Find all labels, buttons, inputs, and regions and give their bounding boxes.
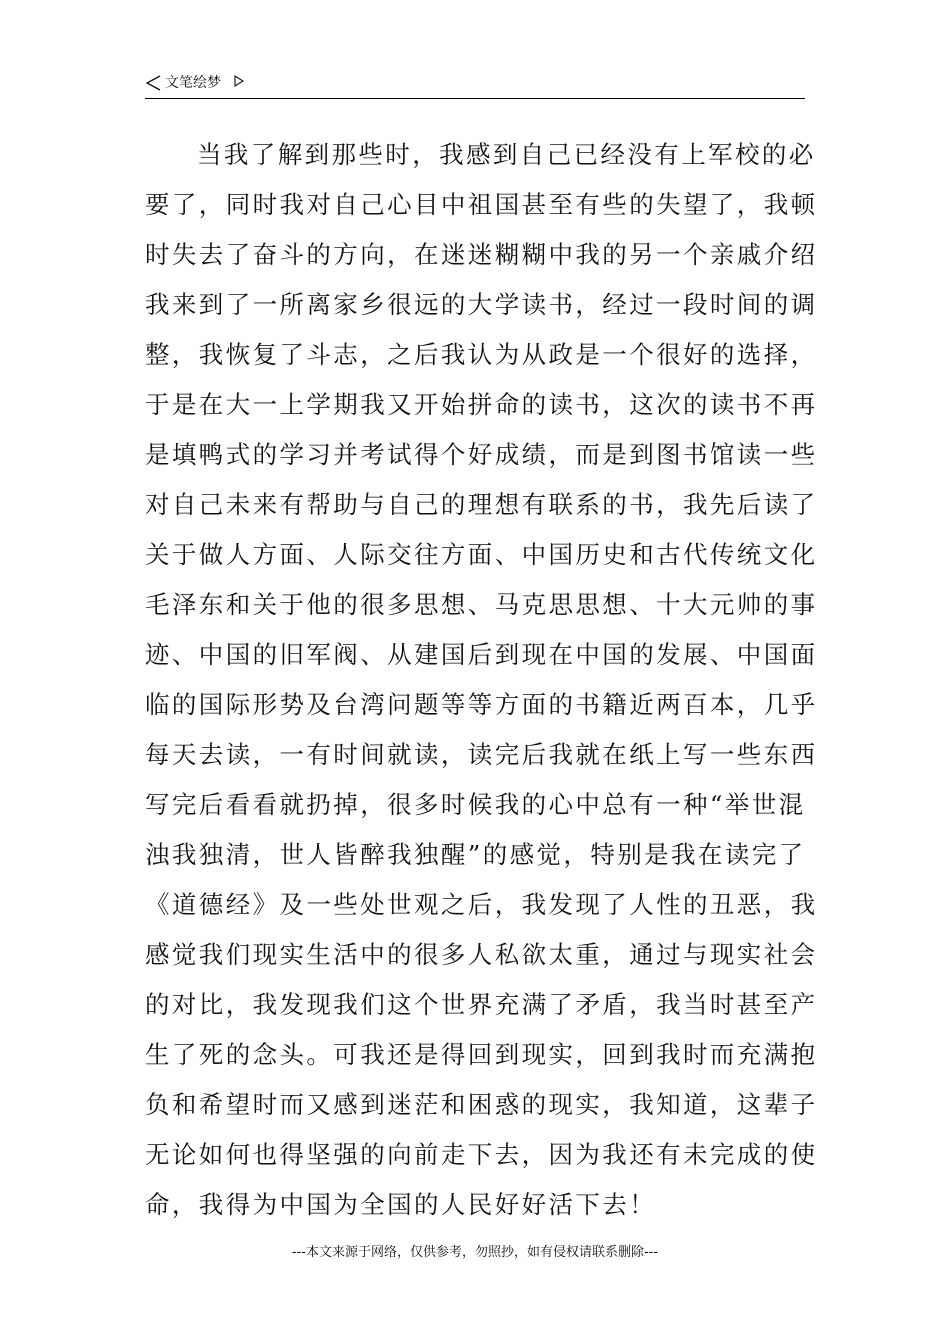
triangle-right-icon: [233, 74, 245, 88]
text-line: 要了，同时我对自己心目中祖国甚至有些的失望了，我顿: [145, 190, 818, 219]
text-line: 无论如何也得坚强的向前走下去，因为我还有未完成的使: [145, 1140, 818, 1169]
text-line: 关于做人方面、人际交往方面、中国历史和古代传统文化: [145, 540, 818, 569]
text-line: 每天去读，一有时间就读，读完后我就在纸上写一些东西: [145, 740, 818, 769]
text-line: 是填鸭式的学习并考试得个好成绩，而是到图书馆读一些: [145, 440, 818, 469]
text-line: 当我了解到那些时，我感到自己已经没有上军校的必: [197, 140, 816, 169]
text-line: 迹、中国的旧军阀、从建国后到现在中国的发展、中国面: [145, 640, 818, 669]
text-line: 《道德经》及一些处世观之后，我发现了人性的丑恶，我: [145, 890, 818, 919]
text-line: 我来到了一所离家乡很远的大学读书，经过一段时间的调: [145, 290, 818, 319]
text-line: 的对比，我发现我们这个世界充满了矛盾，我当时甚至产: [145, 990, 818, 1019]
header-title: 文笔绘梦: [165, 75, 221, 91]
text-line: 生了死的念头。可我还是得回到现实，回到我时而充满抱: [145, 1040, 818, 1069]
text-line: 整，我恢复了斗志，之后我认为从政是一个很好的选择，: [145, 340, 818, 369]
text-line: 对自己未来有帮助与自己的理想有联系的书，我先后读了: [145, 490, 818, 519]
page-footer: ---本文来源于网络，仅供参考，勿照抄，如有侵权请联系删除---: [291, 1245, 659, 1260]
text-line: 时失去了奋斗的方向，在迷迷糊糊中我的另一个亲戚介绍: [145, 240, 818, 269]
text-line: 感觉我们现实生活中的很多人私欲太重，通过与现实社会: [145, 940, 818, 969]
text-line: 写完后看看就扔掉，很多时候我的心中总有一种“举世混: [145, 790, 806, 819]
text-line: 负和希望时而又感到迷茫和困惑的现实，我知道，这辈子: [145, 1090, 818, 1119]
text-line: 命，我得为中国为全国的人民好好活下去！: [145, 1190, 657, 1219]
body-text: [145, 130, 818, 1230]
text-line: 于是在大一上学期我又开始拼命的读书，这次的读书不再: [145, 390, 818, 419]
triangle-left-icon: [145, 74, 163, 92]
page-header: [145, 72, 805, 99]
text-line: 临的国际形势及台湾问题等等方面的书籍近两百本，几乎: [145, 690, 818, 719]
text-line: 毛泽东和关于他的很多思想、马克思思想、十大元帅的事: [145, 590, 818, 619]
text-line: 浊我独清，世人皆醉我独醒”的感觉，特别是我在读完了: [145, 840, 806, 869]
